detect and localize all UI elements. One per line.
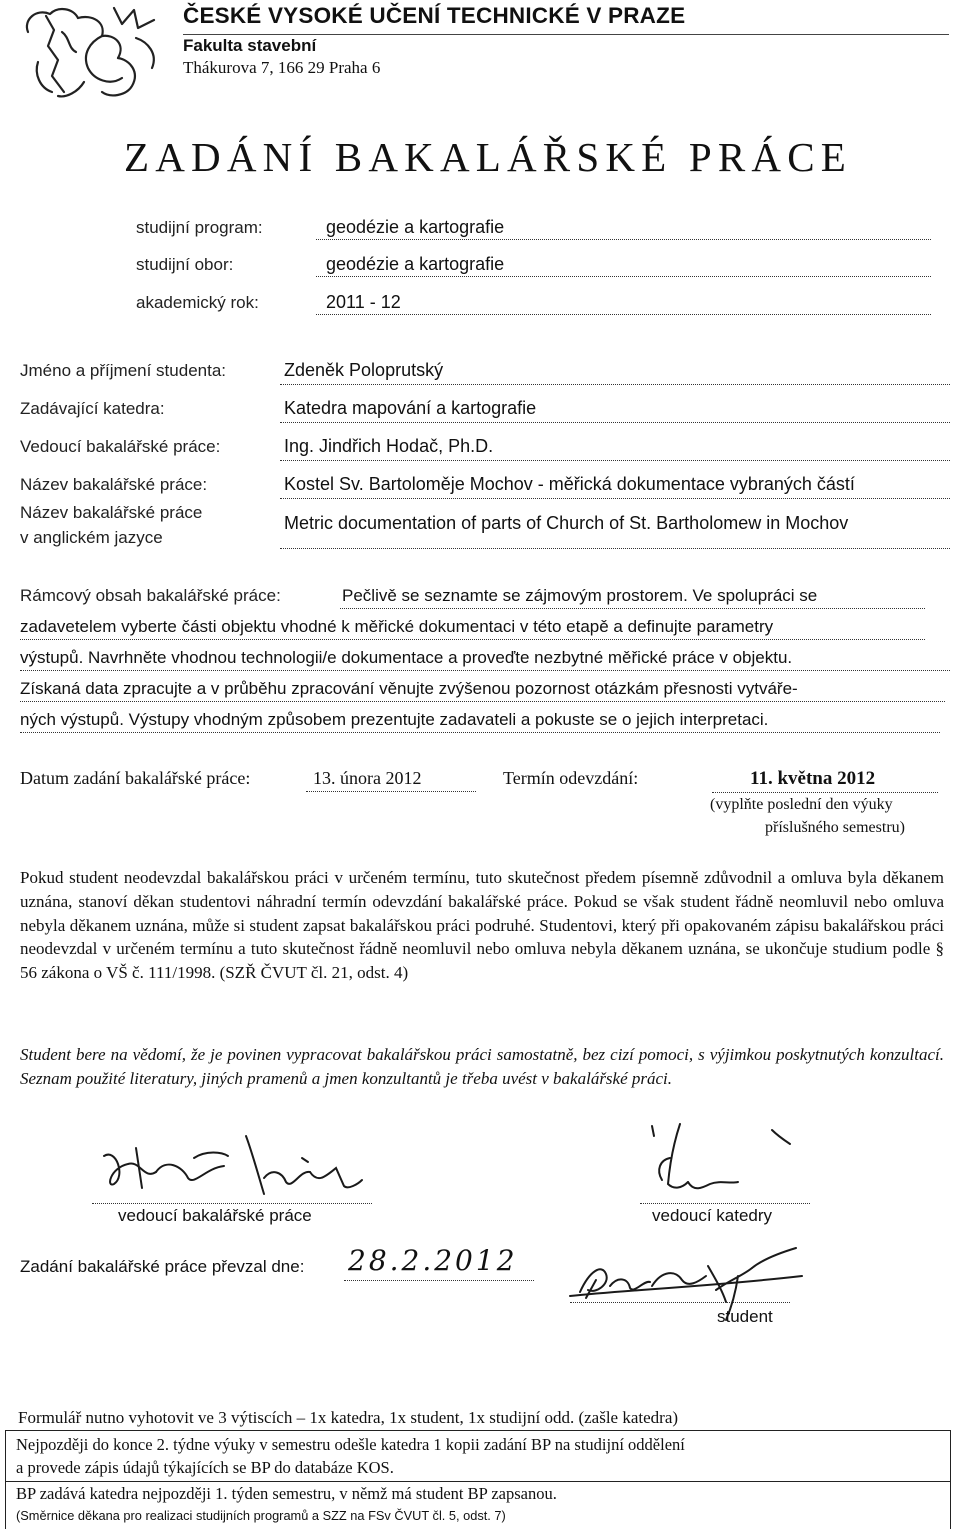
- footer-box-line-4: (Směrnice děkana pro realizaci studijních programů a SZZ na FSv ČVUT čl. 5, odst. 7): [16, 1508, 506, 1523]
- due-date-value: 11. května 2012: [750, 768, 876, 789]
- assign-date-value: 13. února 2012: [313, 768, 422, 788]
- student-signature-line: [570, 1302, 790, 1303]
- program-line: [316, 239, 931, 240]
- academic-year-label: akademický rok:: [136, 293, 259, 312]
- english-title-label-1: Název bakalářské práce: [20, 503, 203, 522]
- assign-date-label: Datum zadání bakalářské práce:: [20, 768, 251, 788]
- statement-paragraph: Student bere na vědomí, že je povinen vypracovat bakalářskou práci samostatně, bez cizí pomoci, s výjimkou poskytnutých konzultací. Seznam použité literatury, jiných pramenů a jmen konzultantů je třeba uvést v bakalářské práci.: [20, 1045, 944, 1088]
- student-name-value: Zdeněk Poloprutský: [284, 360, 444, 380]
- scope-underline-3: [20, 670, 950, 671]
- footer-box-line-1: Nejpozději do konce 2. týdne výuky v semestru odešle katedra 1 kopii zadání BP na studijní oddělení: [16, 1435, 685, 1454]
- scope-underline-2: [20, 639, 925, 640]
- scope-line-2: zadavetelem vyberte části objektu vhodné k měřické dokumentaci v této etapě a definujte parametry: [20, 617, 774, 636]
- department-label: Zadávající katedra:: [20, 399, 165, 418]
- program-value: geodézie a kartografie: [326, 217, 505, 237]
- head-signature-label: vedoucí katedry: [652, 1206, 773, 1225]
- thesis-title-line: [280, 498, 950, 499]
- field-of-study-line: [316, 276, 931, 277]
- english-title-value: Metric documentation of parts of Church of St. Bartholomew in Mochov: [284, 513, 849, 533]
- due-date-line: [712, 792, 938, 793]
- head-signature-line: [640, 1203, 810, 1204]
- due-date-note-2: příslušného semestru): [765, 819, 905, 836]
- scope-line-4: Získaná data zpracujte a v průběhu zpracování věnujte zvýšenou pozornost otázkám přesnosti vytváře-: [20, 679, 798, 698]
- form-note: Formulář nutno vyhotovit ve 3 výtiscích – 1x katedra, 1x student, 1x studijní odd. (zašle katedra): [18, 1408, 679, 1427]
- rules-paragraph: Pokud student neodevzdal bakalářskou práci v určeném termínu, tuto skutečnost předem písemně zdůvodnil a omluva byla děkanem uznána, stanoví děkan studentovi náhradní termín odevzdání bakalářské práce. Pokud se však student řádně neomluvil nebo omluva nebyla děkanem uznána, může si student zapsat bakalářskou práci podruhé. Studentovi, který při opakovaném zápisu bakalářskou práci neodevzdal v určeném termínu a tuto skutečnost řádně neomluvil nebo omluva nebyla děkanem uznána, se ukončuje studium podle § 56 zákona o VŠ č. 111/1998. (SZŘ ČVUT čl. 21, odst. 4): [20, 868, 944, 983]
- field-of-study-value: geodézie a kartografie: [326, 254, 505, 274]
- scope-label: Rámcový obsah bakalářské práce:: [20, 586, 281, 605]
- department-value: Katedra mapování a kartografie: [284, 398, 537, 418]
- footer-box-line-2: a provede zápis údajů týkajících se BP do databáze KOS.: [16, 1458, 394, 1477]
- supervisor-signature-label: vedoucí bakalářské práce: [118, 1206, 312, 1225]
- field-of-study-label: studijní obor:: [136, 255, 234, 274]
- supervisor-value: Ing. Jindřich Hodač, Ph.D.: [284, 436, 494, 456]
- scope-line-1: Pečlivě se seznamte se zájmovým prostorem. Ve spolupráci se: [342, 586, 818, 605]
- supervisor-signature-line: [92, 1203, 372, 1204]
- received-date-line: [344, 1280, 534, 1281]
- footer-box-divider: [6, 1481, 950, 1482]
- scope-line-5: ných výstupů. Výstupy vhodným způsobem prezentujte zadavateli a pokuste se o jejich interpretaci.: [20, 710, 769, 729]
- supervisor-line: [280, 460, 950, 461]
- due-date-note-1: (vyplňte poslední den výuky: [710, 796, 893, 813]
- student-name-line: [280, 384, 950, 385]
- scope-underline-4: [20, 701, 945, 702]
- header-rule: [183, 34, 949, 35]
- english-title-line: [280, 548, 950, 549]
- scope-underline-1: [340, 608, 925, 609]
- footer-box-line-3: BP zadává katedra nejpozději 1. týden semestru, v němž má student BP zapsanou.: [16, 1484, 557, 1503]
- scope-underline-5: [20, 732, 940, 733]
- supervisor-label: Vedoucí bakalářské práce:: [20, 437, 221, 456]
- english-title-label-2: v anglickém jazyce: [20, 528, 163, 547]
- academic-year-value: 2011 - 12: [326, 292, 401, 312]
- received-date: 28.2.2012: [348, 1244, 518, 1277]
- university-logo: [18, 2, 173, 102]
- supervisor-signature: [96, 1128, 366, 1203]
- program-label: studijní program:: [136, 218, 263, 237]
- university-name: ČESKÉ VYSOKÉ UČENÍ TECHNICKÉ V PRAZE: [183, 3, 686, 28]
- received-label: Zadání bakalářské práce převzal dne:: [20, 1257, 305, 1276]
- faculty-address: Thákurova 7, 166 29 Praha 6: [183, 58, 381, 77]
- footer-box: [5, 1430, 951, 1529]
- student-signature-label: student: [717, 1307, 773, 1326]
- assign-date-line: [306, 791, 476, 792]
- academic-year-line: [316, 314, 931, 315]
- head-signature: [630, 1118, 810, 1203]
- department-line: [280, 422, 950, 423]
- thesis-title-value: Kostel Sv. Bartoloměje Mochov - měřická dokumentace vybraných částí: [284, 474, 855, 494]
- due-date-label: Termín odevzdání:: [503, 768, 639, 788]
- thesis-title-label: Název bakalářské práce:: [20, 475, 208, 494]
- faculty-name: Fakulta stavební: [183, 36, 317, 55]
- scope-line-3: výstupů. Navrhněte vhodnou technologii/e dokumentace a proveďte nezbytné měřické práce v objektu.: [20, 648, 793, 667]
- page-title: ZADÁNÍ BAKALÁŘSKÉ PRÁCE: [124, 134, 853, 180]
- student-name-label: Jméno a příjmení studenta:: [20, 361, 227, 380]
